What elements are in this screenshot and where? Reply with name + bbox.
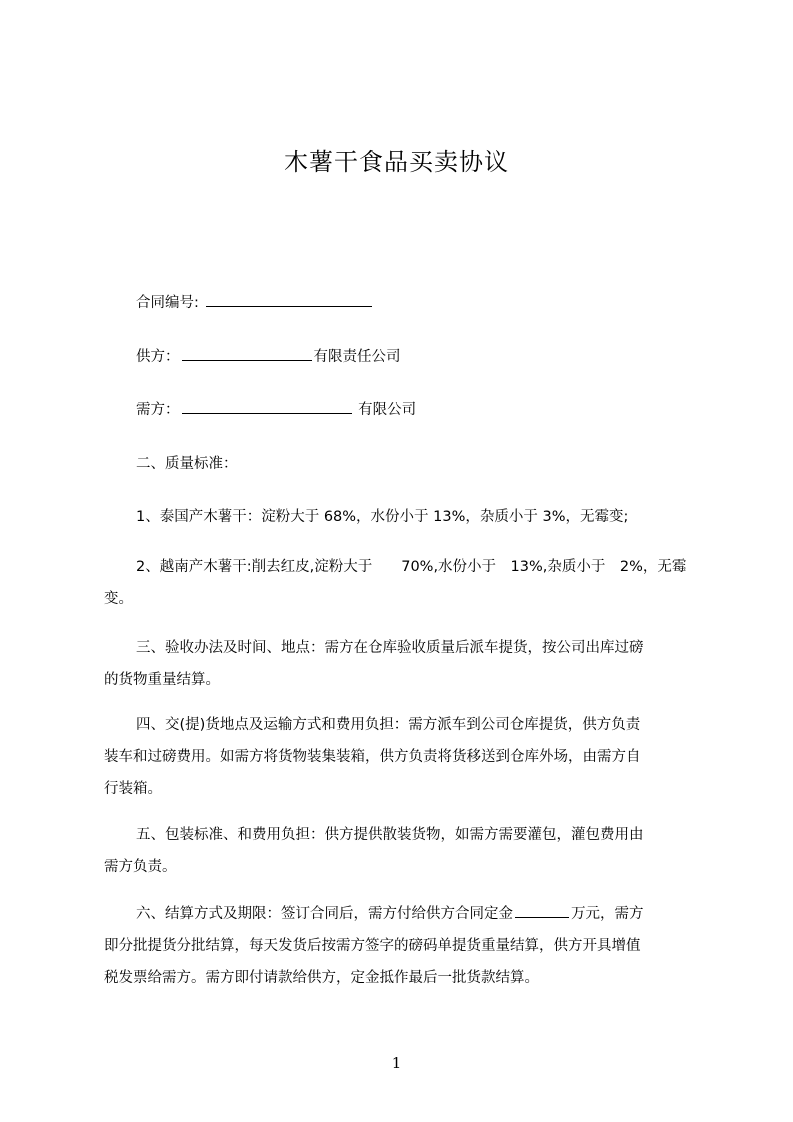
quality-item-2	[104, 551, 736, 615]
contract-number-blank	[206, 292, 372, 307]
section-6-line-3: 税发票给需方。需方即付请款给供方，定金抵作最后一批货款结算。	[104, 970, 539, 986]
section-6-line-1-start: 六、结算方式及期限：签订合同后，需方付给供方合同定金	[136, 906, 513, 922]
page-number: 1	[391, 1054, 402, 1072]
section-6-line-2: 即分批提货分批结算，每天发货后按需方签字的磅码单提货重量结算，供方开具增值	[104, 938, 641, 954]
supplier-line	[136, 345, 401, 366]
section-4-paragraph	[104, 709, 704, 805]
deposit-amount-blank	[515, 903, 569, 918]
section-5-line-1: 五、包装标准、和费用负担：供方提供散装货物，如需方需要灌包，灌包费用由	[136, 827, 644, 843]
document-title: 木薯干食品买卖协议	[284, 148, 509, 176]
quality-item-2-line-2: 变。	[104, 591, 133, 607]
section-6-line-1	[104, 898, 704, 930]
section-3-line-2: 的货物重量结算。	[104, 672, 220, 688]
supplier-name-blank	[182, 346, 312, 361]
buyer-suffix: 有限公司	[358, 402, 417, 418]
buyer-label: 需方：	[136, 402, 180, 418]
section-6-paragraph	[104, 898, 704, 994]
contract-number-label: 合同编号:	[136, 295, 199, 311]
contract-number-line	[136, 291, 374, 312]
buyer-name-blank	[182, 399, 352, 414]
section-2-heading: 二、质量标准：	[136, 456, 238, 472]
section-6-line-1-end: 万元，需方	[571, 906, 644, 922]
supplier-label: 供方：	[136, 349, 180, 365]
quality-item-1: 1、泰国产木薯干：淀粉大于 68%，水份小于 13%，杂质小于 3%，无霉变;	[136, 509, 629, 525]
section-4-line-1: 四、交(提)货地点及运输方式和费用负担：需方派车到公司仓库提货，供方负责	[136, 717, 641, 733]
section-5-line-2: 需方负责。	[104, 859, 177, 875]
section-4-line-3: 行装箱。	[104, 781, 162, 797]
quality-item-2-line-1: 2、越南产木薯干:削去红皮,淀粉大于 70%,水份小于 13%,杂质小于 2%，无霉	[136, 559, 687, 575]
section-5-paragraph	[104, 819, 704, 883]
section-4-line-2: 装车和过磅费用。如需方将货物装集装箱，供方负责将货移送到仓库外场，由需方自	[104, 749, 641, 765]
supplier-suffix: 有限责任公司	[313, 349, 401, 365]
buyer-line	[136, 398, 416, 419]
section-3-line-1: 三、验收办法及时间、地点：需方在仓库验收质量后派车提货，按公司出库过磅	[136, 640, 644, 656]
section-3-paragraph	[104, 632, 704, 696]
